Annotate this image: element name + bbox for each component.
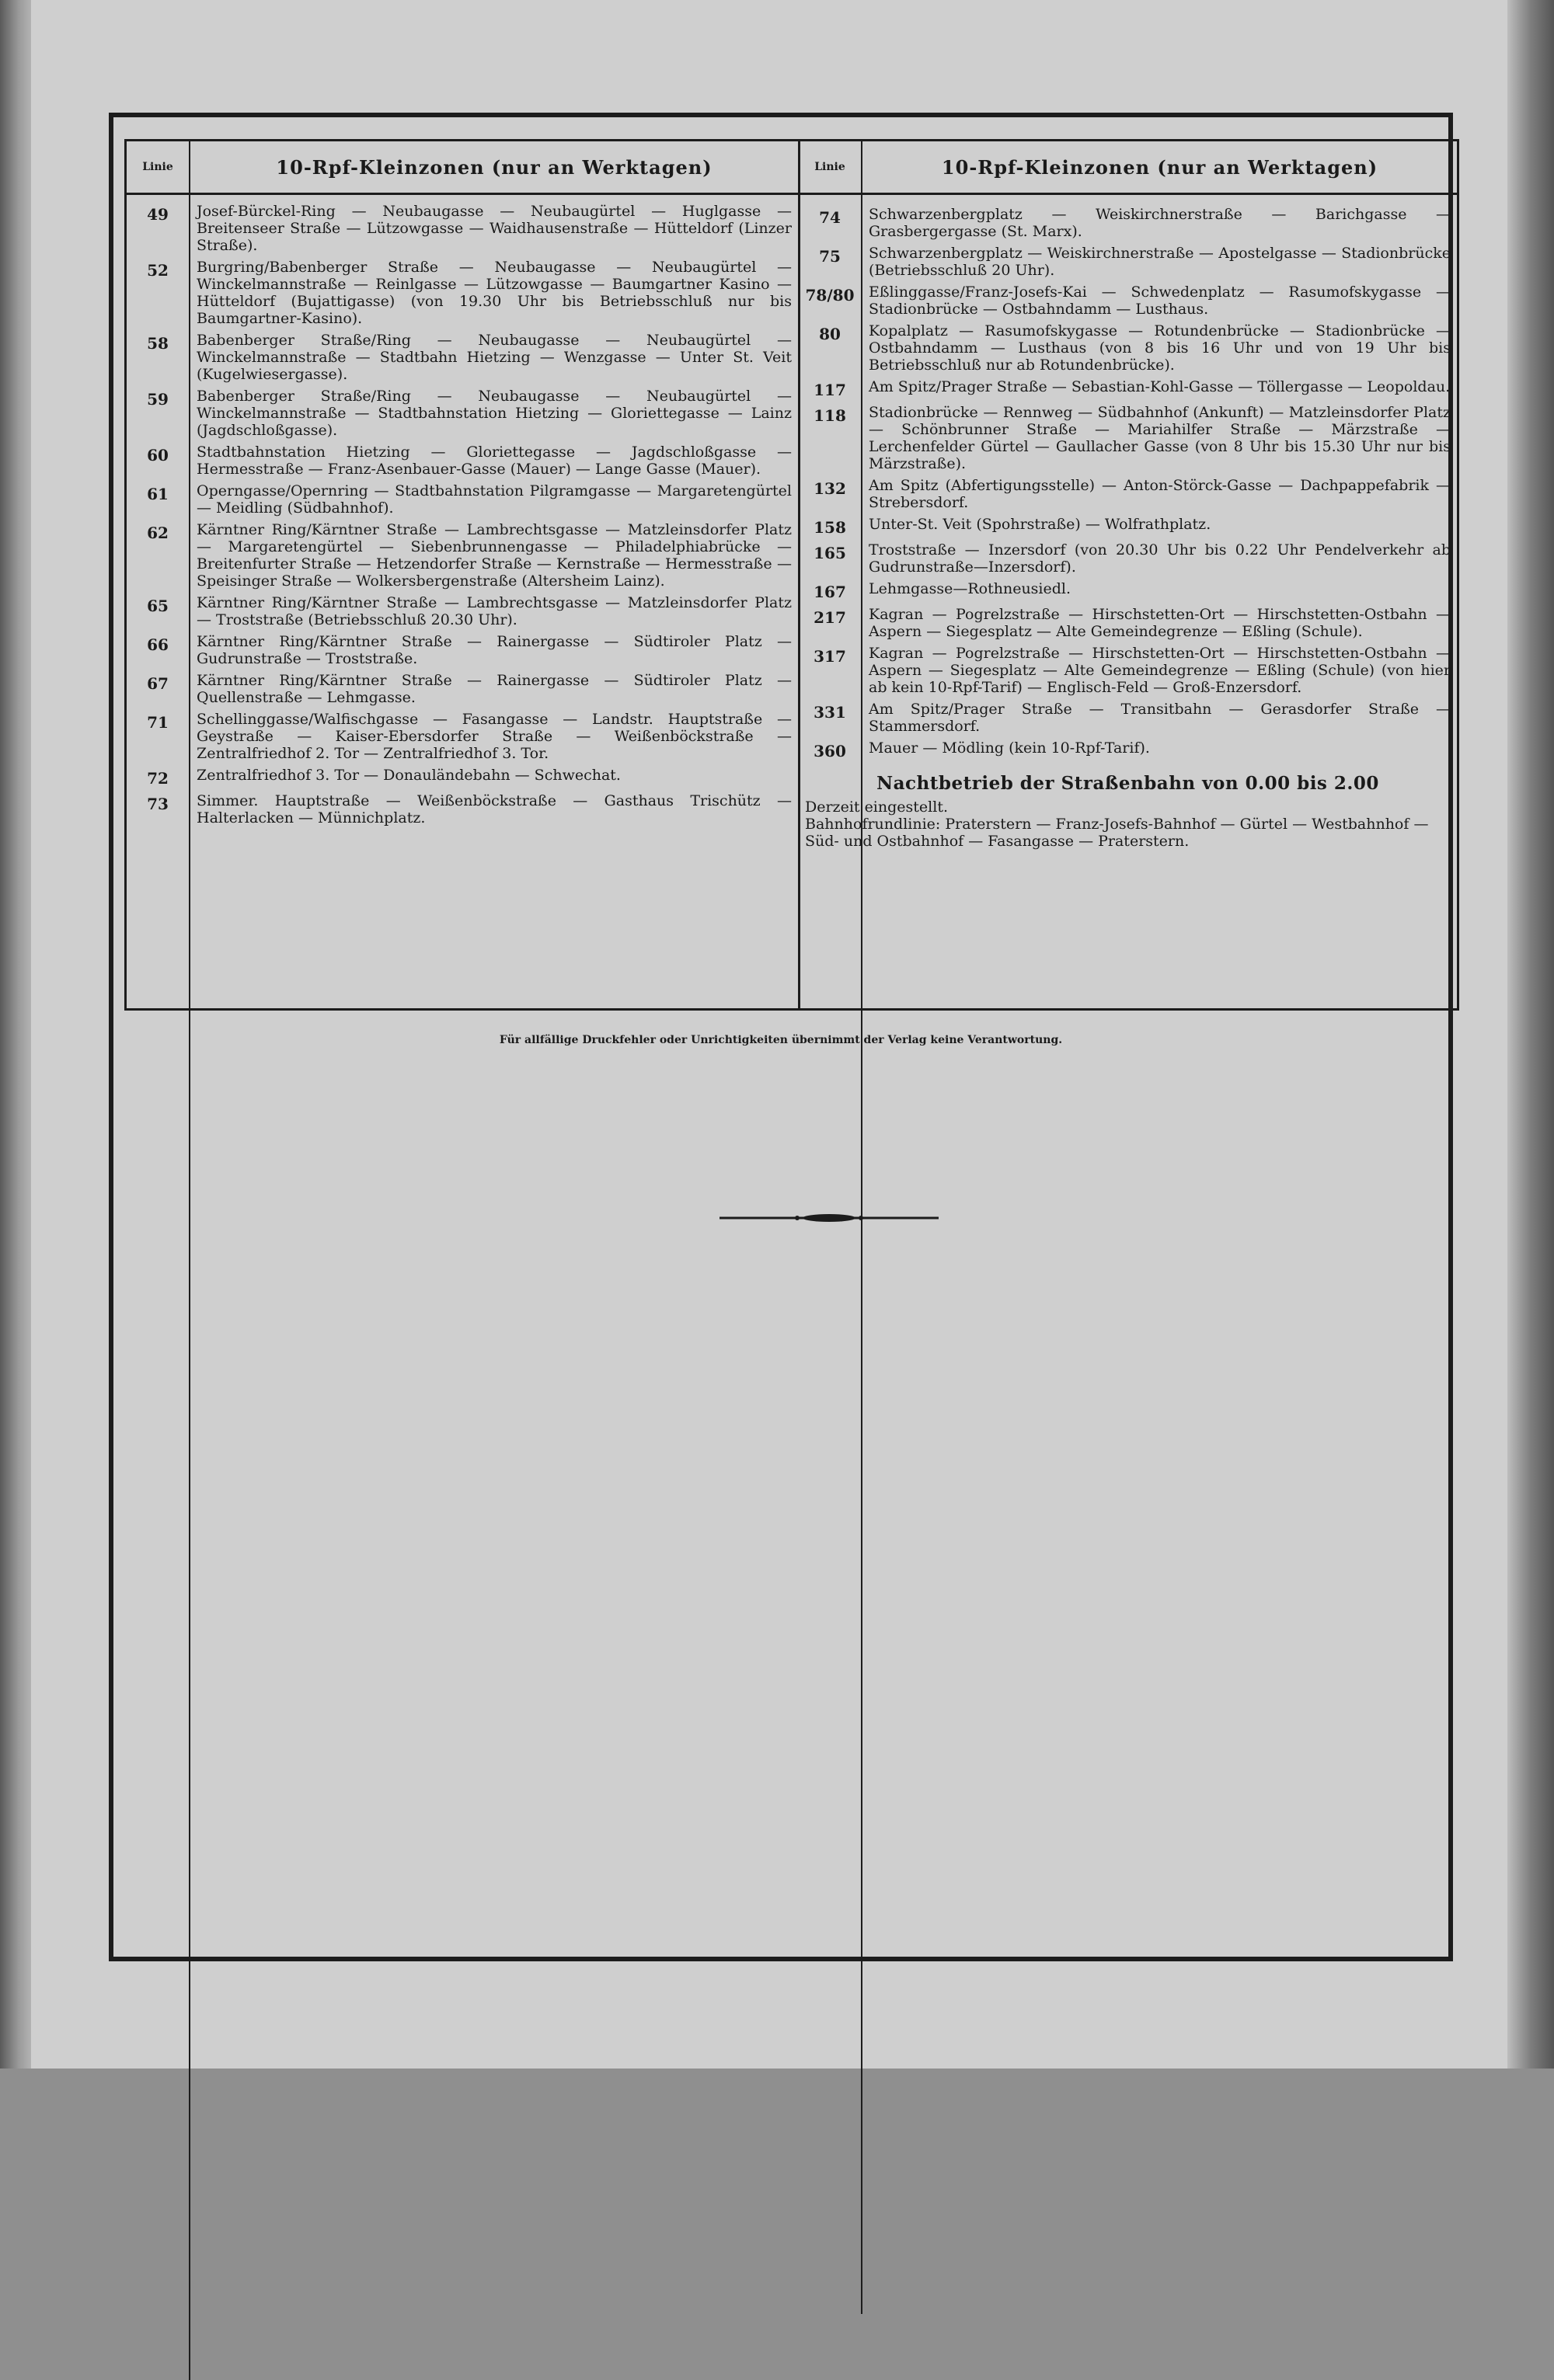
route-description: Operngasse/Opernring — Stadtbahnstation Pilgramgasse — Margaretengürtel — Meidling (Südbahnhof). [197,482,792,517]
line-number: 60 [147,446,169,465]
route-description: Schwarzenbergplatz — Weiskirchnerstraße — Apostelgasse — Stadionbrücke (Betriebsschluß 20 Uhr). [869,245,1451,279]
line-number: 71 [147,713,169,732]
route-row [799,245,1457,279]
night-service-section [799,773,1457,850]
route-description: Unter-St. Veit (Spohrstraße) — Wolfrathplatz. [869,516,1211,533]
route-description: Am Spitz/Prager Straße — Sebastian-Kohl-Gasse — Töllergasse — Leopoldau. [869,378,1451,395]
line-number: 73 [147,795,169,813]
route-row [127,444,798,478]
route-description: Kagran — Pogrelzstraße — Hirschstetten-Ort — Hirschstetten-Ostbahn — Aspern — Siegesplatz — Alte Gemeindegrenze — Eßling (Schule). [869,606,1451,640]
route-row [799,477,1457,511]
line-number: 59 [147,390,169,409]
route-description: Kärntner Ring/Kärntner Straße — Lambrechtsgasse — Matzleinsdorfer Platz — Margaretengürtel — Siebenbrunnengasse — Philadelphiabrücke — Breitenfurter Straße — Hetzendorfer Straße — Kernstraße — Hermesstraße — Speisinger Straße — Wolkersbergenstraße (Altersheim Lainz). [197,521,792,590]
route-description: Burgring/Babenberger Straße — Neubaugasse — Neubaugürtel — Winckelmannstraße — Reinlgasse — Lützowgasse — Baumgartner Kasino — Hütteldorf (Bujattigasse) (von 19.30 Uhr bis Betriebsschluß nur bis Baumgartner-Kasino). [197,259,792,327]
route-row [799,580,1457,601]
route-row [127,672,798,706]
route-description: Troststraße — Inzersdorf (von 20.30 Uhr bis 0.22 Uhr Pendelverkehr ab Gudrunstraße—Inzersdorf). [869,541,1451,576]
line-number: 61 [147,485,169,503]
line-number: 331 [814,703,846,722]
left-route-list [127,195,798,826]
line-number: 72 [147,769,169,788]
line-number: 58 [147,334,169,353]
route-row [127,388,798,439]
night-service-status: Derzeit eingestellt. [805,799,948,816]
route-row [799,322,1457,374]
route-description: Babenberger Straße/Ring — Neubaugasse — Neubaugürtel — Winckelmannstraße — Stadtbahnstation Hietzing — Gloriettegasse — Lainz (Jagdschloßgasse). [197,388,792,439]
route-description: Kärntner Ring/Kärntner Straße — Rainergasse — Südtiroler Platz — Gudrunstraße — Troststraße. [197,633,792,667]
right-route-list [799,195,1457,760]
line-number: 62 [147,524,169,542]
route-row [799,541,1457,576]
route-description: Lehmgasse—Rothneusiedl. [869,580,1071,597]
page-sheet [31,0,1507,2069]
line-number: 78/80 [805,286,855,304]
ornament-divider [720,1210,939,1226]
zone-header-title: 10-Rpf-Kleinzonen (nur an Werktagen) [941,155,1378,179]
route-description: Simmer. Hauptstraße — Weißenböckstraße — Gasthaus Trischütz — Halterlacken — Münnichplatz. [197,792,792,826]
zone-header-title: 10-Rpf-Kleinzonen (nur an Werktagen) [276,155,713,179]
table-frame [109,113,1453,1961]
line-number: 132 [814,479,846,498]
line-number: 317 [814,647,846,666]
book-binding-left [0,0,31,2069]
route-row [127,259,798,327]
route-description: Schellinggasse/Walfischgasse — Fasangasse — Landstr. Hauptstraße — Geystraße — Kaiser-Ebersdorfer Straße — Weißenböckstraße — Zentralfriedhof 2. Tor — Zentralfriedhof 3. Tor. [197,711,792,762]
route-description: Stadionbrücke — Rennweg — Südbahnhof (Ankunft) — Matzleinsdorfer Platz — Schönbrunner Straße — Mariahilfer Straße — Märzstraße — Lerchenfelder Gürtel — Gaullacher Gasse (von 8 Uhr bis 15.30 Uhr nur bis Märzstraße). [869,404,1451,472]
route-description: Schwarzenbergplatz — Weiskirchnerstraße — Barichgasse — Grasbergergasse (St. Marx). [869,206,1451,240]
line-number: 66 [147,635,169,654]
line-number: 80 [819,325,841,343]
book-binding-right [1507,0,1554,2069]
route-row [799,284,1457,318]
right-column-header [799,139,1457,195]
route-row [799,378,1457,399]
route-description: Am Spitz (Abfertigungsstelle) — Anton-Störck-Gasse — Dachpappefabrik — Strebersdorf. [869,477,1451,511]
line-number-header: Linie [799,141,862,193]
route-row [799,206,1457,240]
route-row [799,404,1457,472]
left-column-header [127,139,798,195]
line-number: 74 [819,208,841,227]
line-number: 75 [819,247,841,266]
left-column [124,139,800,1011]
line-number: 52 [147,261,169,280]
route-row [799,516,1457,537]
route-description: Kagran — Pogrelzstraße — Hirschstetten-Ort — Hirschstetten-Ostbahn — Aspern — Siegesplatz — Alte Gemeindegrenze — Eßling (Schule) (von hier ab kein 10-Rpf-Tarif) — Englisch-Feld — Groß-Enzersdorf. [869,645,1451,696]
line-number: 65 [147,597,169,615]
line-number: 217 [814,608,846,627]
route-description: Kopalplatz — Rasumofskygasse — Rotundenbrücke — Stadionbrücke — Ostbahndamm — Lusthaus (von 8 bis 16 Uhr und von 19 Uhr bis Betriebsschluß nur ab Rotundenbrücke). [869,322,1451,374]
route-description: Zentralfriedhof 3. Tor — Donauländebahn — Schwechat. [197,767,621,784]
line-number: 118 [814,406,846,425]
night-service-title: Nachtbetrieb der Straßenbahn von 0.00 bis 2.00 [876,773,1379,794]
route-row [799,606,1457,640]
line-number-header: Linie [127,141,190,193]
route-row [127,792,798,826]
route-description: Babenberger Straße/Ring — Neubaugasse — Neubaugürtel — Winckelmannstraße — Stadtbahn Hietzing — Wenzgasse — Unter St. Veit (Kugelwiesergasse). [197,332,792,383]
route-description: Kärntner Ring/Kärntner Straße — Lambrechtsgasse — Matzleinsdorfer Platz — Troststraße (Betriebsschluß 20.30 Uhr). [197,594,792,628]
line-number: 165 [814,544,846,562]
route-row [127,711,798,762]
route-description: Am Spitz/Prager Straße — Transitbahn — Gerasdorfer Straße — Stammersdorf. [869,701,1451,735]
disclaimer-footnote: Für allfällige Druckfehler oder Unrichtigkeiten übernimmt der Verlag keine Verantwortung. [499,1034,1063,1046]
route-row [127,521,798,590]
line-number: 117 [814,381,846,399]
route-description: Mauer — Mödling (kein 10-Rpf-Tarif). [869,739,1150,757]
line-number: 167 [814,583,846,601]
line-number: 67 [147,674,169,693]
route-row [799,701,1457,735]
route-row [799,645,1457,696]
route-description: Josef-Bürckel-Ring — Neubaugasse — Neubaugürtel — Huglgasse — Breitenseer Straße — Lützowgasse — Waidhausenstraße — Hütteldorf (Linzer Straße). [197,203,792,254]
right-column [799,139,1459,1011]
line-number: 49 [147,205,169,224]
route-row [127,633,798,667]
route-row [127,482,798,517]
line-number: 158 [814,518,846,537]
route-description: Eßlinggasse/Franz-Josefs-Kai — Schwedenplatz — Rasumofskygasse — Stadionbrücke — Ostbahndamm — Lusthaus. [869,284,1451,318]
route-row [127,203,798,254]
route-description: Kärntner Ring/Kärntner Straße — Rainergasse — Südtiroler Platz — Quellenstraße — Lehmgasse. [197,672,792,706]
route-row [127,594,798,628]
route-row [127,332,798,383]
night-service-route: Bahnhofrundlinie: Praterstern — Franz-Josefs-Bahnhof — Gürtel — Westbahnhof — Süd- und Ostbahnhof — Fasangasse — Praterstern. [805,816,1429,850]
route-row [127,767,798,788]
route-row [799,739,1457,760]
route-description: Stadtbahnstation Hietzing — Gloriettegasse — Jagdschloßgasse — Hermesstraße — Franz-Asenbauer-Gasse (Mauer) — Lange Gasse (Mauer). [197,444,792,478]
line-number: 360 [814,742,846,760]
